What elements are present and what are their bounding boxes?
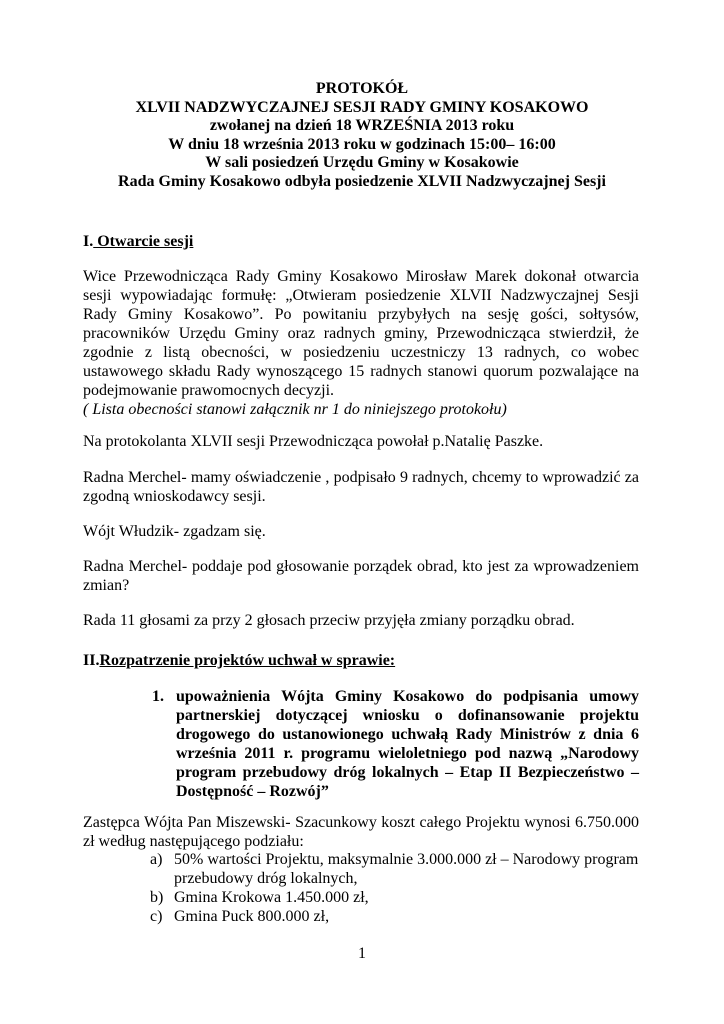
protocolist-paragraph: Na protokolanta XLVII sesji Przewodnicząca powołał p.Natalię Paszke. xyxy=(83,433,544,450)
section-2-heading xyxy=(83,651,395,670)
cost-breakdown-list xyxy=(150,850,650,926)
opening-paragraph xyxy=(83,267,639,419)
deputy-statement-paragraph: Zastępca Wójta Pan Miszewski- Szacunkowy koszt całego Projektu wynosi 6.750.000 zł według następującego podziału: xyxy=(83,814,639,850)
list-marker: a) xyxy=(150,851,163,868)
opening-line: podejmowanie prawomocnych decyzji. xyxy=(83,382,335,399)
wojt-reply-paragraph: Wójt Włudzik- zgadzam się. xyxy=(83,523,266,540)
list-marker: 1. xyxy=(152,688,164,705)
resolution-item-1: 1. upoważnienia Wójta Gminy Kosakowo do podpisania umowy partnerskiej dotyczącej wniosku o dofinansowanie projektu drogowego do ustanowionego uchwałą Rady Ministrów z dnia 6 września 2011 r. programu wieloletniego pod nazwą „Narodowy program przebudowy dróg lokalnych – Etap II Bezpieczeństwo – Dostępność – Rozwój” xyxy=(152,688,639,800)
protocol-header xyxy=(60,80,664,192)
page-number: 1 xyxy=(358,945,366,962)
vote-result-paragraph: Rada 11 głosami za przy 2 głosach przeciw przyjęła zmiany porządku obrad. xyxy=(83,612,575,629)
list-marker: c) xyxy=(150,908,163,925)
header-convened: zwołanej na dzień 18 WRZEŚNIA 2013 roku xyxy=(209,117,515,135)
header-summary: Rada Gminy Kosakowo odbyła posiedzenie XLVII Nadzwyczajnej Sesji xyxy=(118,172,606,190)
section-1-title: Otwarcie sesji xyxy=(93,233,194,250)
opening-line: sesji wypowiadając formułę: „Otwieram posiedzenie XLVII Nadzwyczajnej Sesji xyxy=(83,287,639,304)
header-session: XLVII NADZWYCZAJNEJ SESJI RADY GMINY KOSAKOWO xyxy=(135,98,589,116)
section-1-number: I. xyxy=(83,233,94,250)
list-item: b) Gmina Krokowa 1.450.000 zł, xyxy=(150,889,369,906)
header-date-time: W dniu 18 września 2013 roku w godzinach 15:00– 16:00 xyxy=(168,135,556,153)
opening-line: ustawowego składu Rady wynoszącego 15 radnych stanowi quorum pozwalające na xyxy=(83,363,639,380)
list-item: a) 50% wartości Projektu, maksymalnie 3.000.000 zł – Narodowy program przebudowy dróg lokalnych, xyxy=(150,851,639,887)
merchel-vote-paragraph: Radna Merchel- poddaje pod głosowanie porządek obrad, kto jest za wprowadzeniem zmian? xyxy=(83,558,639,594)
section-2-number: II. xyxy=(83,652,100,669)
list-item: c) Gmina Puck 800.000 zł, xyxy=(150,908,330,925)
section-1-heading xyxy=(83,232,193,251)
opening-line: Rady Gminy Kosakowo”. Po powitaniu przybyłych na sesję gości, sołtysów, xyxy=(83,306,639,323)
opening-line: pracowników Urzędu Gminy oraz radnych gminy, Przewodnicząca stwierdził, że xyxy=(83,325,639,342)
opening-line: zgodnie z listą obecności, w posiedzeniu uczestniczy 13 radnych, co wobec xyxy=(83,344,639,361)
opening-line: Wice Przewodnicząca Rady Gminy Kosakowo Mirosław Marek dokonał otwarcia xyxy=(83,268,639,285)
list-marker: b) xyxy=(150,889,164,906)
attachment-note: ( Lista obecności stanowi załącznik nr 1 do niniejszego protokołu) xyxy=(83,401,507,418)
merchel-statement-paragraph: Radna Merchel- mamy oświadczenie , podpisało 9 radnych, chcemy to wprowadzić za zgodną wnioskodawcy sesji. xyxy=(83,469,639,505)
header-location: W sali posiedzeń Urzędu Gminy w Kosakowie xyxy=(205,154,519,172)
header-title: PROTOKÓŁ xyxy=(315,80,409,97)
section-2-title: Rozpatrzenie projektów uchwał w sprawie: xyxy=(99,652,396,669)
